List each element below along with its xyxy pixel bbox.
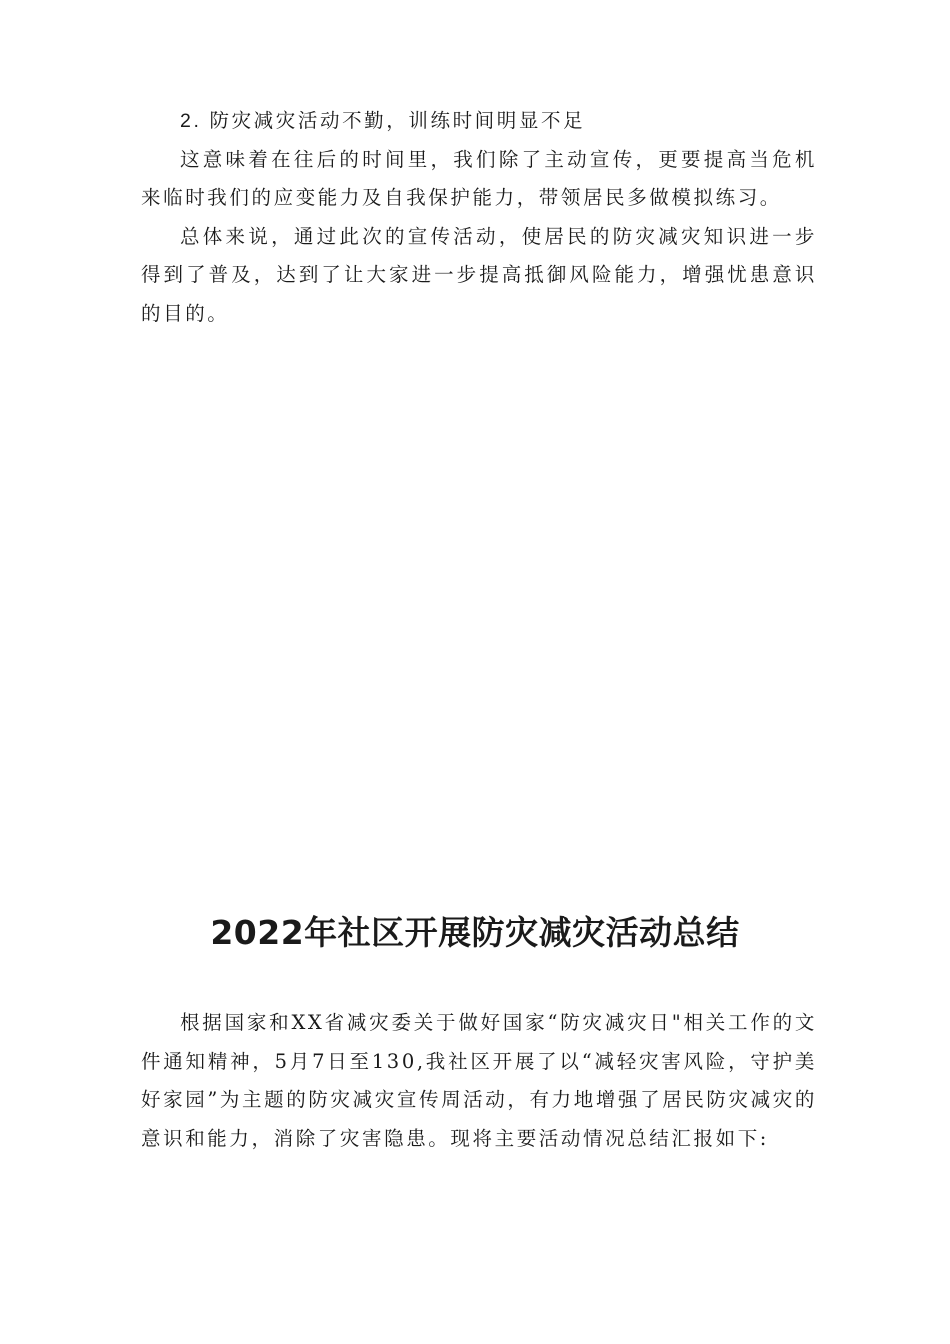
list-item-text: 防灾减灾活动不勤，训练时间明显不足 — [209, 109, 586, 132]
summary-section-continued — [141, 102, 817, 333]
activity-summary-section — [141, 1004, 817, 1158]
paragraph-intro: 根据国家和XX省减灾委关于做好国家“防灾减灾日"相关工作的文件通知精神，5月7日至130,我社区开展了以“减轻灾害风险，守护美好家园”为主题的防灾减灾宣传周活动，有力地增强了居民防灾减灾的意识和能力，消除了灾害隐患。现将主要活动情况总结汇报如下: — [141, 1011, 817, 1150]
list-item-2 — [141, 102, 817, 141]
paragraph-implication: 这意味着在往后的时间里，我们除了主动宣传，更要提高当危机来临时我们的应变能力及自我保护能力，带领居民多做模拟练习。 — [141, 147, 817, 209]
paragraph-conclusion: 总体来说，通过此次的宣传活动，使居民的防灾减灾知识进一步得到了普及，达到了让大家进一步提高抵御风险能力，增强忧患意识的目的。 — [141, 224, 817, 325]
list-item-number: 2. — [180, 110, 202, 132]
document-title: 2022年社区开展防灾减灾活动总结 — [210, 913, 740, 952]
